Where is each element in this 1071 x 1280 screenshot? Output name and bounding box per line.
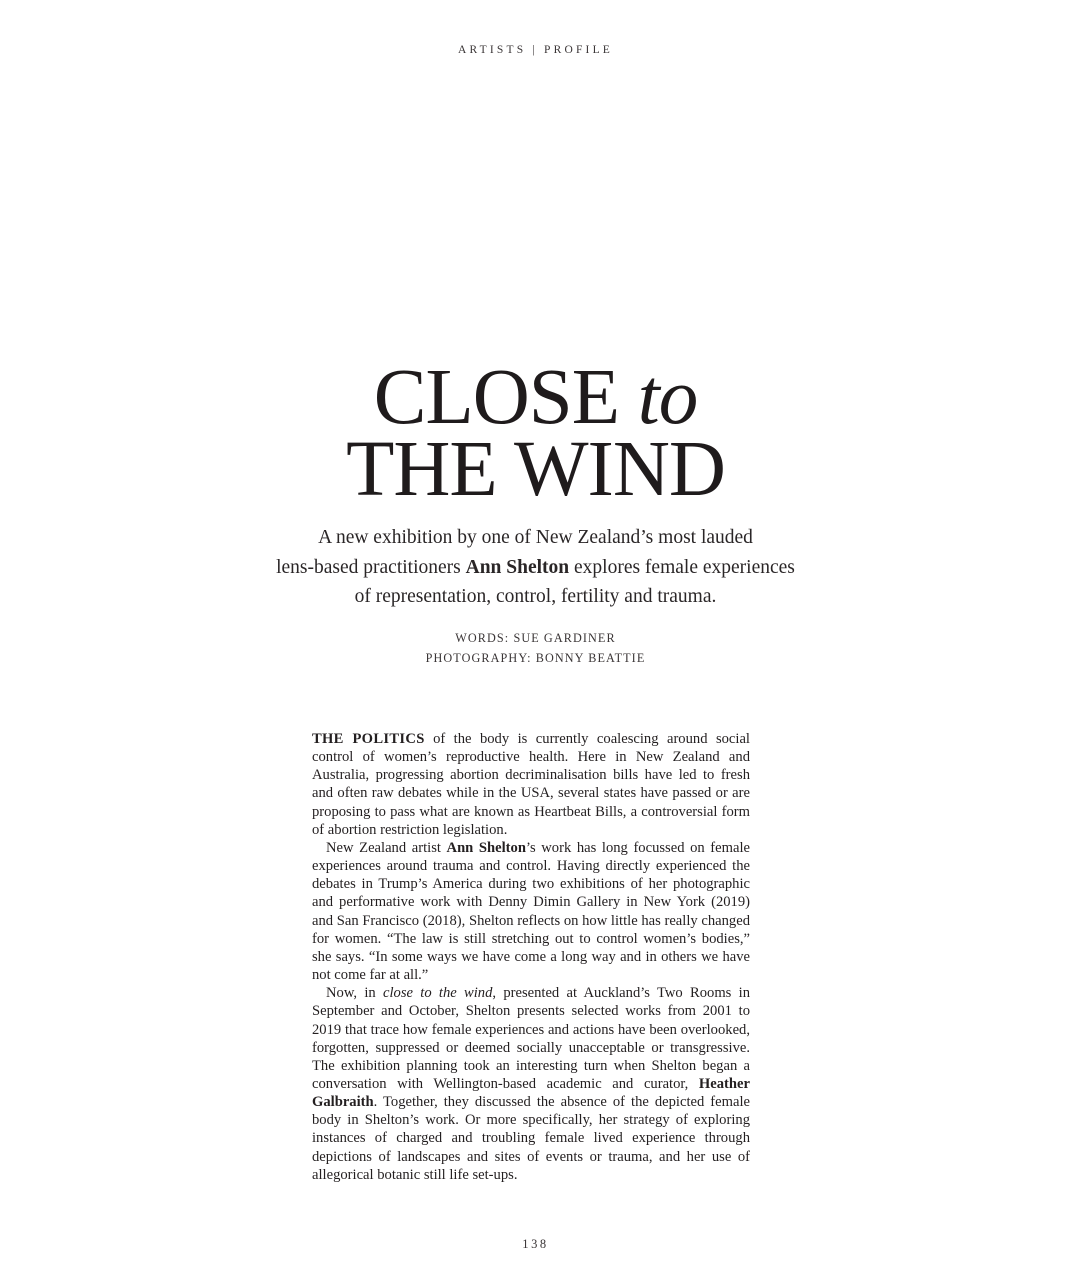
paragraph-text: ’s work has long focussed on female experiences around trauma and control. Having directly experienced the debates in Trump’s America during two exhibitions of her photographic and performative work with Denny Dimin Gallery in New York (2019) and San Francisco (2018), Shelton reflects on how little has really changed for women. “The law is still stretching out to control women’s bodies,” she says. “In some ways we have come a long way and in others we have not come far at all.” xyxy=(312,839,750,984)
headline-word-to: to xyxy=(637,354,698,441)
curator-name: Heather Galbraith xyxy=(312,1075,750,1111)
paragraph-text: Now, in xyxy=(326,985,376,1002)
headline-line-2: THE WIND xyxy=(346,426,725,513)
artist-name: Ann Shelton xyxy=(446,839,526,856)
paragraph-text: of the body is currently coalescing around social control of women’s reproductive health. Here in New Zealand and Australia, progressing abortion decriminalisation bills have led to fresh and often raw debates while in the USA, several states have passed or are proposing to pass what are known as Heartbeat Bills, a controversial form of abortion restriction legislation. xyxy=(312,731,750,838)
page-number: 138 xyxy=(522,1237,549,1251)
standfirst-line-3: of representation, control, fertility and trauma. xyxy=(354,586,717,607)
article-body xyxy=(312,730,750,1184)
standfirst-text: lens-based practitioners xyxy=(276,556,461,578)
paragraph-text: . Together, they discussed the absence of the depicted female body in Shelton’s work. Or more specifically, her strategy of exploring instances of charged and troubling female lived experience through depictions of landscapes and sites of events or trauma, and her use of allegorical botanic still life set-ups. xyxy=(312,1094,750,1183)
run-in-heading: THE POLITICS xyxy=(312,731,425,747)
standfirst-line-1: A new exhibition by one of New Zealand’s most lauded xyxy=(318,527,753,548)
paragraph-1 xyxy=(312,730,750,839)
photographer-credit: PHOTOGRAPHY: BONNY BEATTIE xyxy=(425,651,646,665)
paragraph-text: New Zealand artist xyxy=(326,839,441,856)
standfirst xyxy=(0,523,1071,612)
paragraph-text: , presented at Auckland’s Two Rooms in September and October, Shelton presents selected works from 2001 to 2019 that trace how female experiences and actions have been overlooked, forgotten, suppressed or deemed socially unacceptable or transgressive. The exhibition planning took an interesting turn when Shelton began a conversation with Wellington-based academic and curator, xyxy=(312,985,750,1092)
article-headline xyxy=(0,354,1071,513)
byline-credits xyxy=(0,628,1071,668)
writer-credit: WORDS: SUE GARDINER xyxy=(455,631,616,645)
section-label: ARTISTS | PROFILE xyxy=(457,44,614,56)
paragraph-3 xyxy=(312,984,750,1184)
paragraph-2 xyxy=(312,839,750,984)
exhibition-title: close to the wind xyxy=(383,985,493,1002)
standfirst-text: explores female experiences xyxy=(574,556,795,578)
standfirst-line-2 xyxy=(276,557,795,578)
artist-name: Ann Shelton xyxy=(465,556,570,578)
headline-word-close: CLOSE xyxy=(373,354,619,441)
